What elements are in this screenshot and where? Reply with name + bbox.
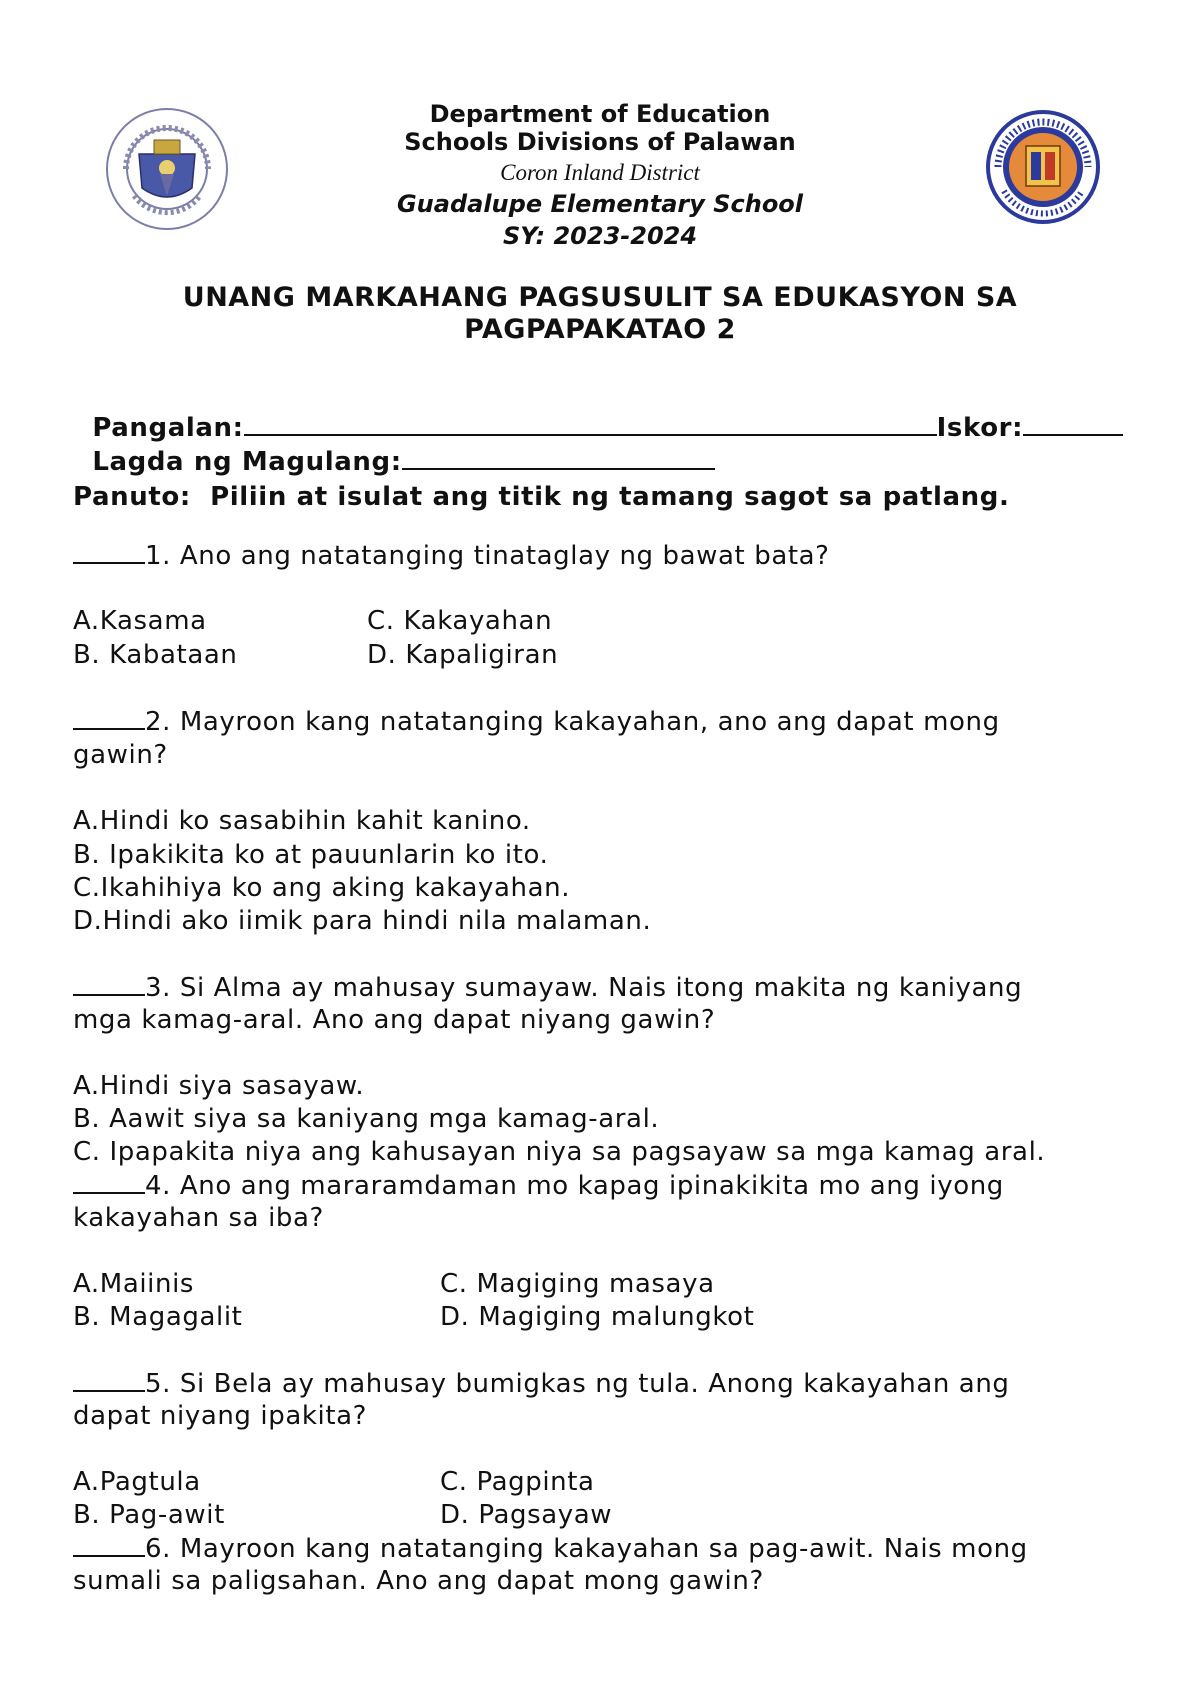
choice-1a: A.Kasama xyxy=(73,606,207,636)
question-4-text: 4. Ano ang mararamdaman mo kapag ipinakikita mo ang iyong xyxy=(145,1171,1004,1201)
question-1 xyxy=(73,540,830,571)
choice-2b: B. Ipakikita ko at pauunlarin ko ito. xyxy=(73,840,549,870)
question-4-text-cont: kakayahan sa iba? xyxy=(73,1203,324,1233)
answer-blank-4[interactable] xyxy=(73,1170,145,1194)
choice-2a: A.Hindi ko sasabihin kahit kanino. xyxy=(73,806,531,836)
question-5 xyxy=(73,1368,1010,1399)
choice-3a: A.Hindi siya sasayaw. xyxy=(73,1071,365,1101)
question-3-text-cont: mga kamag-aral. Ano ang dapat niyang gawin? xyxy=(73,1005,716,1035)
choice-5a: A.Pagtula xyxy=(73,1467,201,1497)
choice-1c: C. Kakayahan xyxy=(367,606,553,636)
answer-blank-3[interactable] xyxy=(73,972,145,996)
choice-5c: C. Pagpinta xyxy=(440,1467,595,1497)
answer-blank-5[interactable] xyxy=(73,1368,145,1392)
choice-3c: C. Ipapakita niya ang kahusayan niya sa pagsayaw sa mga kamag aral. xyxy=(73,1137,1046,1167)
question-3 xyxy=(73,972,1022,1003)
question-4 xyxy=(73,1170,1004,1201)
division-name: Schools Divisions of Palawan xyxy=(404,128,796,156)
exam-title-line1: UNANG MARKAHANG PAGSUSULIT SA EDUKASYON SA xyxy=(182,282,1018,313)
parent-signature-blank[interactable] xyxy=(402,446,715,470)
choice-4b: B. Magagalit xyxy=(73,1302,243,1332)
instructions: Panuto: Piliin at isulat ang titik ng tamang sagot sa patlang. xyxy=(73,482,1010,512)
question-5-text: 5. Si Bela ay mahusay bumigkas ng tula. Anong kakayahan ang xyxy=(145,1369,1010,1399)
choice-2d: D.Hindi ako iimik para hindi nila malaman. xyxy=(73,906,652,936)
score-blank[interactable] xyxy=(1023,412,1123,436)
answer-blank-1[interactable] xyxy=(73,540,145,564)
school-name: Guadalupe Elementary School xyxy=(396,190,804,218)
exam-title-line2: PAGPAPAKATAO 2 xyxy=(464,314,736,345)
choice-1d: D. Kapaligiran xyxy=(367,640,559,670)
answer-blank-6[interactable] xyxy=(73,1533,145,1557)
choice-4a: A.Maiinis xyxy=(73,1269,195,1299)
choice-5b: B. Pag-awit xyxy=(73,1500,225,1530)
parent-signature-label: Lagda ng Magulang: xyxy=(92,447,402,477)
question-1-text: 1. Ano ang natatanging tinataglay ng bawat bata? xyxy=(145,541,830,571)
department-name: Department of Education xyxy=(429,100,771,128)
district-name: Coron Inland District xyxy=(500,160,700,185)
parent-signature-row xyxy=(73,416,715,477)
question-6-text: 6. Mayroon kang natatanging kakayahan sa pag-awit. Nais mong xyxy=(145,1534,1028,1564)
school-year: SY: 2023-2024 xyxy=(502,222,698,250)
question-2-text: 2. Mayroon kang natatanging kakayahan, ano ang dapat mong xyxy=(145,707,1000,737)
question-5-text-cont: dapat niyang ipakita? xyxy=(73,1401,368,1431)
choice-5d: D. Pagsayaw xyxy=(440,1500,613,1530)
name-label: Pangalan: xyxy=(92,413,244,443)
choice-1b: B. Kabataan xyxy=(73,640,238,670)
question-6-text-cont: sumali sa paligsahan. Ano ang dapat mong gawin? xyxy=(73,1566,764,1596)
score-label: Iskor: xyxy=(936,413,1024,443)
choice-3b: B. Aawit siya sa kaniyang mga kamag-aral. xyxy=(73,1104,660,1134)
choice-2c: C.Ikahihiya ko ang aking kakayahan. xyxy=(73,873,571,903)
question-2-text-cont: gawin? xyxy=(73,740,168,770)
question-2 xyxy=(73,706,1000,737)
choice-4d: D. Magiging malungkot xyxy=(440,1302,755,1332)
answer-blank-2[interactable] xyxy=(73,706,145,730)
question-6 xyxy=(73,1533,1028,1564)
question-3-text: 3. Si Alma ay mahusay sumayaw. Nais itong makita ng kaniyang xyxy=(145,973,1023,1003)
choice-4c: C. Magiging masaya xyxy=(440,1269,715,1299)
